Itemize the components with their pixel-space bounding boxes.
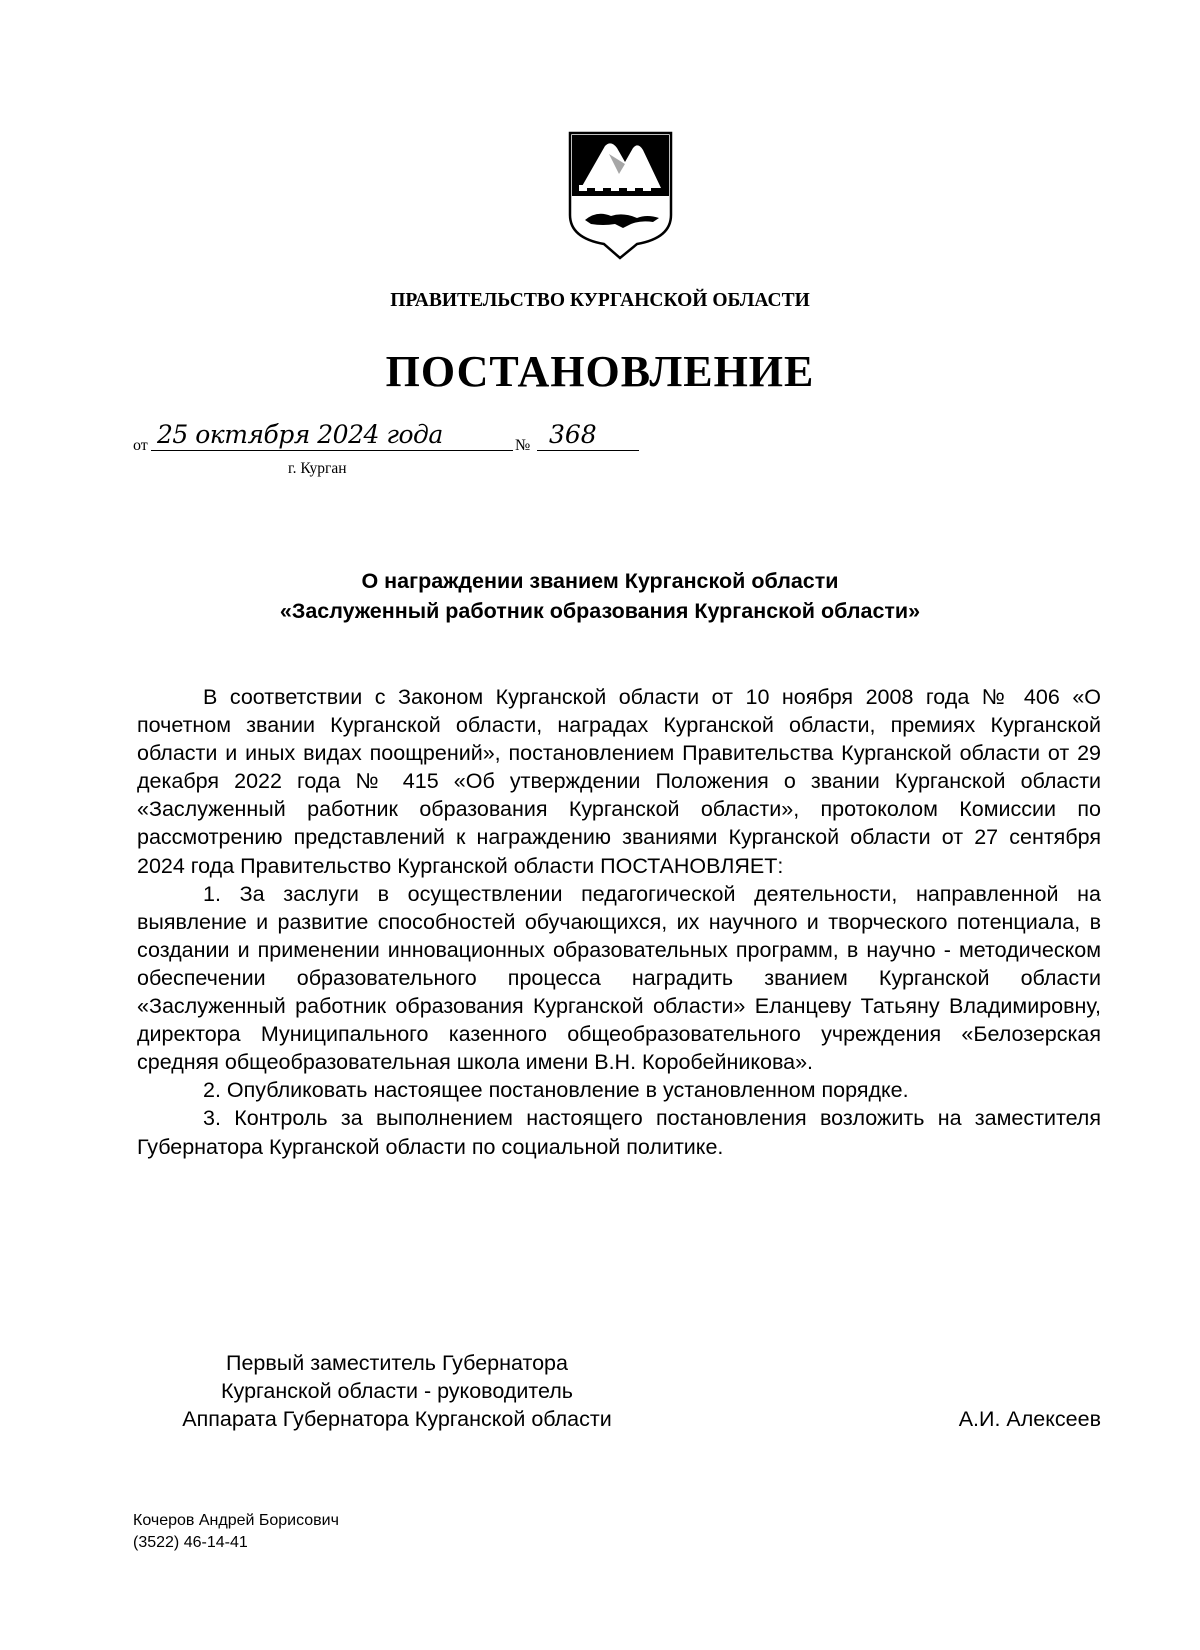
document-type-heading: ПОСТАНОВЛЕНИЕ [385, 347, 815, 396]
government-name: ПРАВИТЕЛЬСТВО КУРГАНСКОЙ ОБЛАСТИ [390, 290, 810, 311]
clause-1: 1. За заслуги в осуществлении педагогической деятельности, направленной на выявление и развитие способностей обучающихся, их научного и творческого потенциала, в создании и применении инновационных образовательных программ, в научно - методическом обеспечении образовательного процесса наградить званием Курганской области «Заслуженный работник образования Курганской области» Еланцеву Татьяну Владимировну, директора Муниципального казенного общеобразовательного учреждения «Белозерская средняя общеобразовательная школа имени В.Н. Коробейникова». [137, 881, 1101, 1075]
document-title [0, 566, 1200, 626]
signature-block [137, 1349, 1101, 1469]
position-line-1: Первый заместитель Губернатора [226, 1351, 568, 1375]
position-line-3: Аппарата Губернатора Курганской области [182, 1407, 612, 1431]
coat-of-arms-emblem [567, 130, 674, 260]
date-from-label: от [133, 437, 148, 454]
city-name: г. Курган [288, 460, 347, 477]
number-label: № [515, 437, 531, 454]
document-date: 25 октября 2024 года [151, 420, 513, 451]
preamble-paragraph: В соответствии с Законом Курганской области от 10 ноября 2008 года № 406 «О почетном звании Курганской области, наградах Курганской области, премиях Курганской области и иных видах поощрений», постановлением Правительства Курганской области от 29 декабря 2022 года № 415 «Об утверждении Положения о звании Курганской области «Заслуженный работник образования Курганской области», протоколом Комиссии по рассмотрению представлений к награждению званиями Курганской области от 27 сентября 2024 года Правительство Курганской области ПОСТАНОВЛЯЕТ: [137, 685, 1101, 878]
date-number-line [133, 420, 633, 472]
clause-3: 3. Контроль за выполнением настоящего постановления возложить на заместителя Губернатора Курганской области по социальной политике. [137, 1106, 1101, 1159]
signatory-name: А.И. Алексеев [958, 1407, 1101, 1431]
position-line-2: Курганской области - руководитель [221, 1379, 573, 1403]
clause-2: 2. Опубликовать настоящее постановление в установленном порядке. [203, 1078, 909, 1103]
title-line-1: О награждении званием Курганской области [361, 569, 839, 593]
signatory-position [137, 1349, 657, 1433]
title-line-2: «Заслуженный работник образования Курганской области» [279, 599, 921, 623]
document-body [137, 683, 1101, 1161]
executor-info [133, 1510, 339, 1554]
executor-name: Кочеров Андрей Борисович [133, 1512, 339, 1529]
document-number: 368 [537, 420, 639, 451]
executor-phone: (3522) 46-14-41 [133, 1534, 248, 1551]
